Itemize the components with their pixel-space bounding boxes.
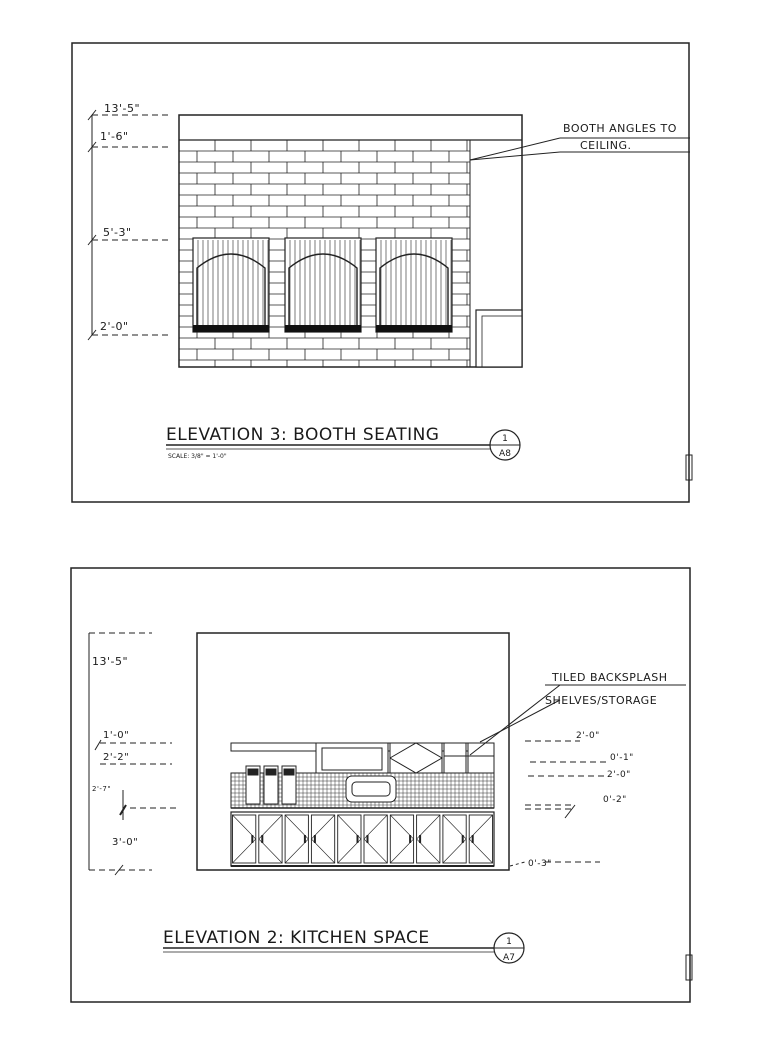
- elevation-3-sheet: [0, 0, 769, 520]
- dim-upper-gap: 2'-2": [103, 752, 130, 763]
- elevation-2-drawing: [0, 520, 769, 1040]
- booth-opening: [193, 238, 269, 332]
- scale-note: SCALE: 3/8" = 1'-0": [168, 453, 227, 460]
- dim-bottom: 0'-3": [528, 859, 552, 869]
- dim-bottom: 2'-0": [100, 320, 129, 333]
- booth-opening: [376, 238, 452, 332]
- note-line-1: BOOTH ANGLES TO: [563, 122, 677, 135]
- note-leader: [470, 138, 560, 160]
- vertical-dimensions: [88, 110, 170, 340]
- dim-overall: 13'-5": [92, 655, 129, 668]
- drawing-title: ELEVATION 2: KITCHEN SPACE: [163, 928, 430, 948]
- dim-right-3: 2'-0": [607, 770, 631, 780]
- booth-windows: [193, 238, 452, 332]
- dim-upper: 1'-0": [103, 730, 130, 741]
- lower-cabinets: [231, 812, 494, 866]
- dim-overall: 13'-5": [104, 102, 141, 115]
- door: [476, 310, 522, 367]
- note-line-2: CEILING.: [580, 139, 632, 152]
- callout-number: 1: [506, 937, 512, 947]
- sheet-tab: [686, 955, 692, 980]
- drawing-title: ELEVATION 3: BOOTH SEATING: [166, 425, 440, 445]
- booth-opening: [285, 238, 361, 332]
- callout-number: 1: [502, 434, 508, 444]
- dim-right-4: 0'-2": [603, 795, 627, 805]
- callout-sheet: A8: [499, 449, 511, 459]
- note-line-2: SHELVES/STORAGE: [545, 694, 658, 707]
- dim-middle: 5'-3": [103, 226, 132, 239]
- dim-right-1: 2'-0": [576, 731, 600, 741]
- note-line-1: TILED BACKSPLASH: [552, 671, 668, 684]
- note-leader-2: [470, 152, 560, 160]
- dim-base: 3'-0": [112, 837, 139, 848]
- elevation-3-drawing: [0, 0, 769, 520]
- elevation-2-sheet: [0, 520, 769, 1040]
- right-dimensions: [510, 741, 610, 866]
- dim-top: 1'-6": [100, 130, 129, 143]
- dim-backsplash: 2'-7": [92, 785, 112, 793]
- callout-sheet: A7: [503, 953, 515, 963]
- dim-right-2: 0'-1": [610, 753, 634, 763]
